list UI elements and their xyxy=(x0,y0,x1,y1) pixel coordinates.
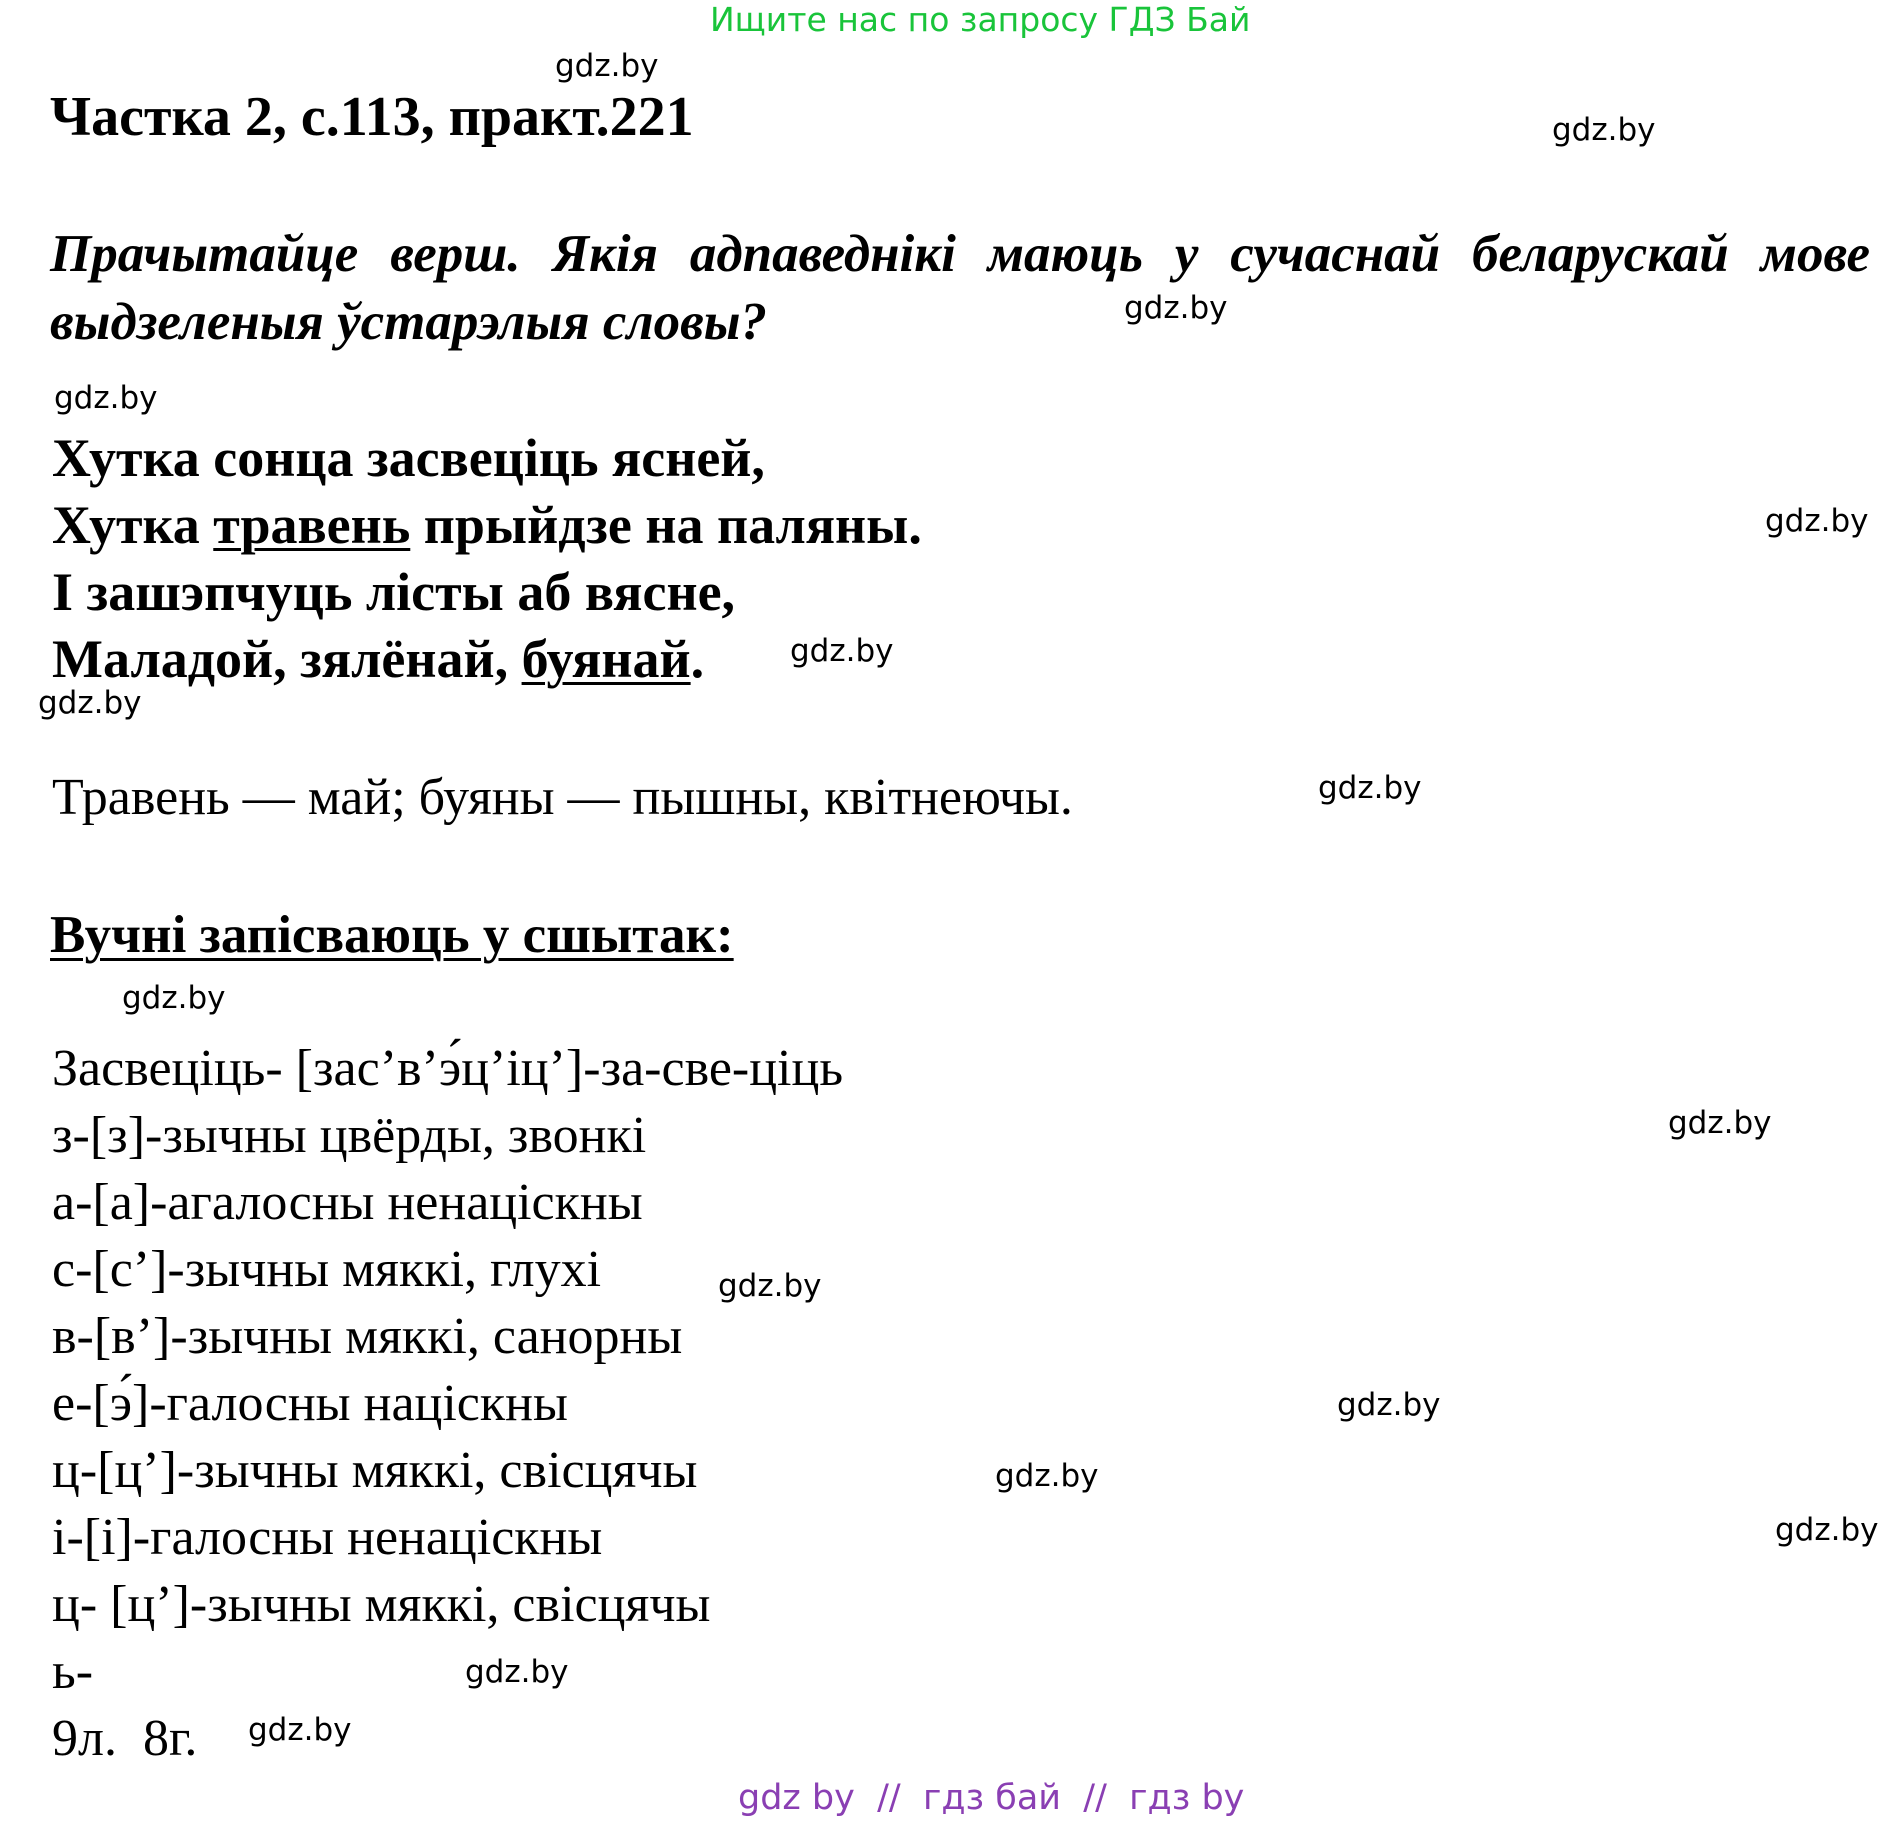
analysis-line: в-[в’]-зычны мяккі, санорны xyxy=(52,1308,683,1365)
answer-text: Травень — май; буяны — пышны, квітнеючы. xyxy=(52,769,1073,826)
analysis-line: е-[э́]-галосны націскны xyxy=(52,1375,568,1432)
analysis-line: з-[з]-зычны цвёрды, звонкі xyxy=(52,1107,647,1164)
watermark: gdz.by xyxy=(1668,1105,1772,1141)
task-text: Прачытайце верш. Якія адпаведнікі маюць у сучаснай беларускай мове выдзеленыя ўстарэлыя словы? xyxy=(50,225,1870,351)
watermark: gdz.by xyxy=(1775,1512,1879,1548)
watermark: gdz.by xyxy=(54,380,158,416)
analysis-line: ь- xyxy=(52,1643,94,1700)
highlighted-word-traven: травень xyxy=(213,495,411,555)
highlighted-word-buianai: буянай xyxy=(521,629,691,689)
watermark: gdz.by xyxy=(465,1654,569,1690)
subheading: Вучні запісваюць у сшытак: xyxy=(50,906,734,964)
poem-line-2: Хутка травень прыйдзе на паляны. xyxy=(52,495,922,555)
watermark: gdz.by xyxy=(1552,112,1656,148)
footer-links: gdz by // гдз бай // гдз by xyxy=(738,1778,1245,1818)
watermark: gdz.by xyxy=(555,48,659,84)
analysis-summary: 9л. 8г. xyxy=(52,1710,198,1767)
phonetic-analysis xyxy=(52,1035,843,1772)
watermark: gdz.by xyxy=(995,1458,1099,1494)
analysis-line: Засвеціць- [зас’в’э́ц’іц’]-за-све-ціць xyxy=(52,1040,844,1097)
watermark: gdz.by xyxy=(1124,290,1228,326)
analysis-line: с-[с’]-зычны мяккі, глухі xyxy=(52,1241,602,1298)
watermark: gdz.by xyxy=(1318,770,1422,806)
poem-line-1: Хутка сонца засвеціць ясней, xyxy=(52,428,765,488)
watermark: gdz.by xyxy=(1337,1387,1441,1423)
watermark: gdz.by xyxy=(1765,503,1869,539)
page-title: Частка 2, с.113, практ.221 xyxy=(50,86,694,148)
poem-line-3: І зашэпчуць лісты аб вясне, xyxy=(52,562,736,622)
watermark: gdz.by xyxy=(718,1268,822,1304)
analysis-line: ц- [ц’]-зычны мяккі, свiсцячы xyxy=(52,1576,711,1633)
analysis-line: а-[а]-агалосны ненацiскны xyxy=(52,1174,643,1231)
watermark: gdz.by xyxy=(248,1712,352,1748)
poem-line-4: Маладой, зялёнай, буянай. xyxy=(52,629,705,689)
watermark: gdz.by xyxy=(122,980,226,1016)
promo-banner: Ищите нас по запросу ГДЗ Бай xyxy=(710,0,1251,39)
watermark: gdz.by xyxy=(38,685,142,721)
watermark: gdz.by xyxy=(790,633,894,669)
analysis-line: і-[і]-галосны ненацiскны xyxy=(52,1509,603,1566)
analysis-line: ц-[ц’]-зычны мяккі, свiсцячы xyxy=(52,1442,698,1499)
